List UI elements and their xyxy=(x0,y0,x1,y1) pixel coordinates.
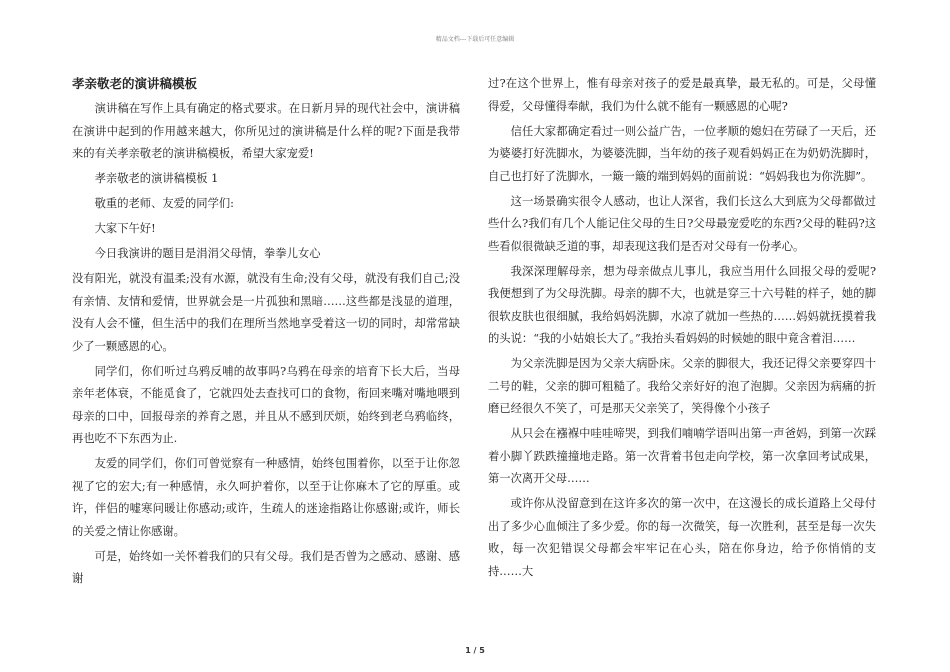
paragraph: 大家下午好! xyxy=(94,222,156,235)
paragraph: 或许你从没留意到在这许多次的第一次中，在这漫长的成长道路上父母付出了多少心血倾注了多少爱。你的每一次微笑，每一次胜利，甚至是每一次失败，每一次犯错误父母都会牢牢记在心头，陪在你身边，给予你悄悄的支持……大 xyxy=(488,497,876,578)
document-title: 孝亲敬老的演讲稿模板 xyxy=(72,76,198,91)
paragraph: 友爱的同学们，你们可曾觉察有一种感情，始终包围着你，以至于让你忽视了它的宏大;有一种感情，永久呵护着你，以至于让你麻木了它的厚重。或许，伴侣的嘘寒问暖让你感动;或许，生疏人的迷途指路让你感谢;或许，师长的关爱之情让你感谢。 xyxy=(72,457,460,538)
paragraph: 孝亲敬老的演讲稿模板 1 xyxy=(94,172,219,185)
paragraph: 我深深理解母亲，想为母亲做点儿事儿，我应当用什么回报父母的爱呢?我便想到了为父母洗脚。母亲的脚不大，也就是穿三十六号鞋的样子，她的脚很软皮肤也很细腻，我给妈妈洗脚，水凉了就加一些热的……妈妈就抚摸着我的头说：“我的小姑娘长大了。”我抬头看妈妈的时候她的眼中竟含着泪…… xyxy=(488,264,876,345)
paragraph: 演讲稿在写作上具有确定的格式要求。在日新月异的现代社会中，演讲稿在演讲中起到的作用越来越大，你所见过的演讲稿是什么样的呢?下面是我带来的有关孝亲敬老的演讲稿模板，希望大家宠爱! xyxy=(72,102,460,160)
paragraph: 同学们，你们听过乌鸦反哺的故事吗?乌鸦在母亲的培育下长大后，当母亲年老体衰，不能觅食了，它就四处去查找可口的食物，衔回来嘴对嘴地喂到母亲的口中，回报母亲的养育之恩，并且从不感到厌烦，始终到老乌鸦临终，再也吃不下东西为止. xyxy=(72,364,460,445)
paragraph: 这一场景确实很令人感动，也让人深省，我们长这么大到底为父母都做过些什么?我们有几个人能记住父母的生日?父母最宠爱吃的东西?父母的鞋码?这些看似很微缺乏道的事，却表现这我们是否对父母有一份孝心。 xyxy=(488,194,876,253)
paragraph: 敬重的老师、友爱的同学们: xyxy=(94,197,234,210)
paragraph: 从只会在襁褓中哇哇啼哭，到我们喃喃学语叫出第一声爸妈，到第一次踩着小脚丫跌跌撞撞地走路。第一次背着书包走向学校，第一次拿回考试成果，第一次离开父母…… xyxy=(488,427,876,485)
paragraph: 今日我演讲的题目是涓涓父母情，拳拳儿女心 xyxy=(94,247,321,260)
page-header: 精品文档---下载后可任意编辑 xyxy=(435,36,515,43)
paragraph: 可是，始终如一关怀着我们的只有父母。我们是否曾为之感动、感谢、感谢 xyxy=(72,549,460,585)
page-number: 1 / 5 xyxy=(465,646,485,655)
right-column xyxy=(488,73,876,586)
paragraph: 过?在这个世界上，惟有母亲对孩子的爱是最真挚，最无私的。可是，父母懂得爱，父母懂得奉献，我们为什么就不能有一颗感恩的心呢? xyxy=(488,77,876,113)
left-column xyxy=(72,72,460,593)
paragraph: 信任大家都确定看过一则公益广告，一位孝顺的媳妇在劳碌了一天后，还为婆婆打好洗脚水，为婆婆洗脚，当年幼的孩子观看妈妈正在为奶奶洗脚时，自己也打好了洗脚水，一簸一簸的端到妈妈的面前说：“妈妈我也为你洗脚”。 xyxy=(488,124,876,183)
paragraph: 为父亲洗脚是因为父亲大病卧床。父亲的脚很大，我还记得父亲要穿四十二号的鞋，父亲的脚可粗糙了。我给父亲好好的泡了泡脚。父亲因为病痛的折磨已经很久不笑了，可是那天父亲笑了，笑得像个小孩子 xyxy=(488,357,876,415)
paragraph: 没有阳光，就没有温柔;没有水源，就没有生命;没有父母，就没有我们自己;没有亲情、友情和爱情，世界就会是一片孤独和黑暗……这些都是浅显的道理，没有人会不懂，但生活中的我们在理所当然地享受着这一切的同时，却常常缺少了一颗感恩的心。 xyxy=(72,272,460,353)
